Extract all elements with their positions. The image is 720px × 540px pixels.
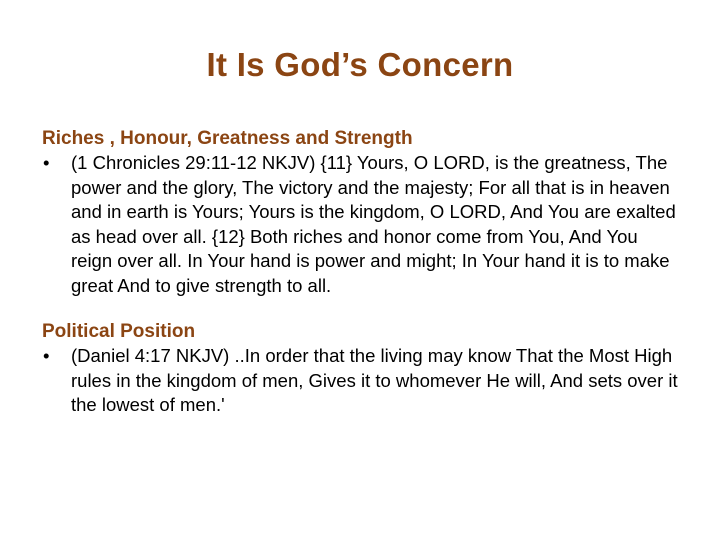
slide-content — [42, 127, 682, 418]
slide-title: It Is God’s Concern — [206, 46, 514, 83]
section-riches — [42, 127, 682, 298]
bullet-text: (1 Chronicles 29:11-12 NKJV) {11} Yours, O LORD, is the greatness, The power and the glory, The victory and the majesty; For all that is in heaven and in earth is Yours; Yours is the kingdom, O LORD, And You are exalted as head over all. {12} Both riches and honor come from You, And You reign over all. In Your hand is power and might; In Your hand it is to make great And to give strength to all. — [71, 152, 676, 296]
section-heading: Political Position — [42, 321, 196, 342]
bullet-icon: • — [43, 152, 50, 173]
bullet-item — [42, 151, 682, 298]
section-heading: Riches , Honour, Greatness and Strength — [42, 128, 413, 149]
bullet-text: (Daniel 4:17 NKJV) ..In order that the living may know That the Most High rules in the kingdom of men, Gives it to whomever He will, And sets over it the lowest of men.' — [71, 345, 678, 415]
bullet-icon: • — [43, 345, 50, 366]
section-political — [42, 320, 682, 418]
bullet-item — [42, 344, 682, 418]
